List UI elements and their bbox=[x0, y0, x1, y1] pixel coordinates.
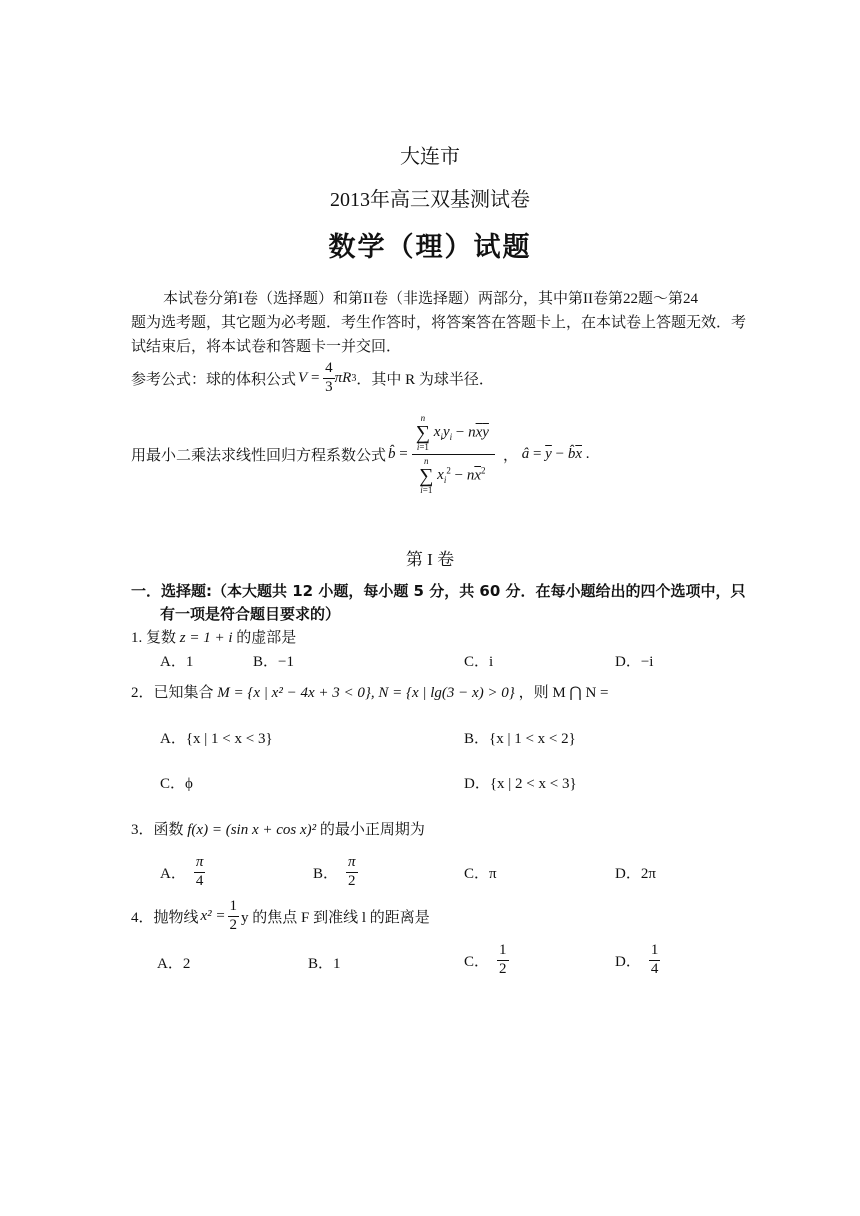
city-title: 大连市 bbox=[400, 146, 460, 168]
intro-line-1: 本试卷分第I卷（选择题）和第II卷（非选择题）两部分，其中第II卷第22题～第24 bbox=[163, 291, 698, 307]
question-3-suffix: 的最小正周期为 bbox=[319, 822, 425, 838]
q4-option-c[interactable] bbox=[464, 940, 509, 980]
question-1-math: z = 1 + i bbox=[179, 630, 233, 646]
part1-title: 第 I 卷 bbox=[405, 550, 455, 569]
q2-option-a[interactable]: A．{x | 1 < x < 3} bbox=[160, 731, 273, 747]
subject-title: 数学（理）试题 bbox=[328, 232, 532, 263]
sphere-formula-label: 参考公式：球的体积公式 bbox=[131, 371, 297, 388]
q1-option-a[interactable]: A．1 bbox=[160, 654, 194, 670]
q2-option-b[interactable]: B．{x | 1 < x < 2} bbox=[464, 731, 576, 747]
regression-fraction: n ∑ i=1 $x_iy_i - n\overline{x}\overline{y}$ n ∑ i=1 $x_i^2 - n\overline{x}^2$ bbox=[412, 414, 495, 495]
question-2-prefix: 2．已知集合 bbox=[131, 685, 214, 701]
q3-option-d[interactable]: D．2π bbox=[615, 866, 656, 882]
regression-formula: 用最小二乘法求线性回归方程系数公式 b̂ = n ∑ i=1 $x_iy_i - n\overline{x}\overline{y}$ n ∑ i=1 $x_i^2 - n\overline{x}^2$ ， â = $\overline{y}$ − b̂ $\overline{x}$ . bbox=[131, 412, 590, 495]
fraction-1-2: $\frac{1}{2}$ bbox=[229, 898, 238, 933]
question-4-stem bbox=[131, 896, 430, 936]
q4-option-d-label: D． bbox=[615, 953, 641, 970]
q1-option-c[interactable]: C．i bbox=[464, 654, 494, 670]
q1-option-d[interactable]: D．−i bbox=[615, 654, 654, 670]
question-1-stem bbox=[131, 626, 296, 647]
fraction-pi-2: $\frac{\pi}{2}$ bbox=[348, 854, 356, 889]
q3-option-a[interactable] bbox=[160, 852, 205, 892]
question-2-suffix: ，则 M ⋂ N = bbox=[518, 685, 609, 701]
q2-option-d[interactable]: D．{x | 2 < x < 3} bbox=[464, 776, 577, 792]
sphere-formula-note: ．其中 R 为球半径． bbox=[356, 371, 494, 388]
question-4-prefix: 4．抛物线 bbox=[131, 909, 199, 926]
q1-option-b[interactable]: B．−1 bbox=[253, 654, 294, 670]
intro-line-2: 题为选考题，其它题为必考题．考生作答时，将答案答在答题卡上，在本试卷上答题无效．考 bbox=[131, 315, 747, 331]
q3-option-c[interactable]: C．π bbox=[464, 866, 497, 882]
question-4-math: x² = bbox=[200, 907, 226, 924]
section-heading-line-1: 一．选择题:（本大题共 12 小题，每小题 5 分，共 60 分．在每小题给出的四个选项中，只 bbox=[131, 582, 746, 600]
q3-option-b-label: B． bbox=[313, 865, 339, 882]
q2-option-c[interactable]: C．ϕ bbox=[160, 776, 193, 792]
question-3-prefix: 3．函数 bbox=[131, 822, 184, 838]
question-3-stem bbox=[131, 818, 425, 839]
question-4-suffix: y 的焦点 F 到准线 l 的距离是 bbox=[241, 909, 430, 926]
fraction-4-3: $\frac{4}{3}$ bbox=[325, 360, 333, 395]
question-3-math: f(x) = (sin x + cos x)² bbox=[187, 822, 317, 838]
q4-option-c-label: C． bbox=[464, 953, 490, 970]
q3-option-b[interactable] bbox=[313, 852, 358, 892]
sphere-formula: 参考公式：球的体积公式 V = $\frac{4}{3}$ πR 3 ．其中 R 为球半径． bbox=[131, 360, 494, 395]
section-heading-line-2: 有一项是符合题目要求的） bbox=[160, 605, 341, 623]
fraction-pi-4: $\frac{\pi}{4}$ bbox=[195, 854, 204, 889]
q4-option-d[interactable] bbox=[615, 940, 660, 980]
q4-option-a[interactable]: A．2 bbox=[157, 956, 191, 972]
fraction-1-2-option: $\frac{1}{2}$ bbox=[499, 942, 507, 977]
question-2-math: M = {x | x² − 4x + 3 < 0}, N = {x | lg(3 − x) > 0} bbox=[217, 685, 515, 701]
fraction-1-4-option: $\frac{1}{4}$ bbox=[650, 942, 659, 977]
question-1-prefix: 1. 复数 bbox=[131, 630, 177, 646]
exam-title: 2013年高三双基测试卷 bbox=[330, 189, 530, 211]
question-2-stem bbox=[131, 681, 609, 702]
intro-line-3: 试结束后，将本试卷和答题卡一并交回． bbox=[131, 339, 402, 355]
q3-option-a-label: A． bbox=[160, 865, 186, 882]
q4-option-b[interactable]: B．1 bbox=[308, 956, 341, 972]
question-1-suffix: 的虚部是 bbox=[236, 630, 297, 646]
regression-formula-label: 用最小二乘法求线性回归方程系数公式 bbox=[131, 447, 387, 464]
